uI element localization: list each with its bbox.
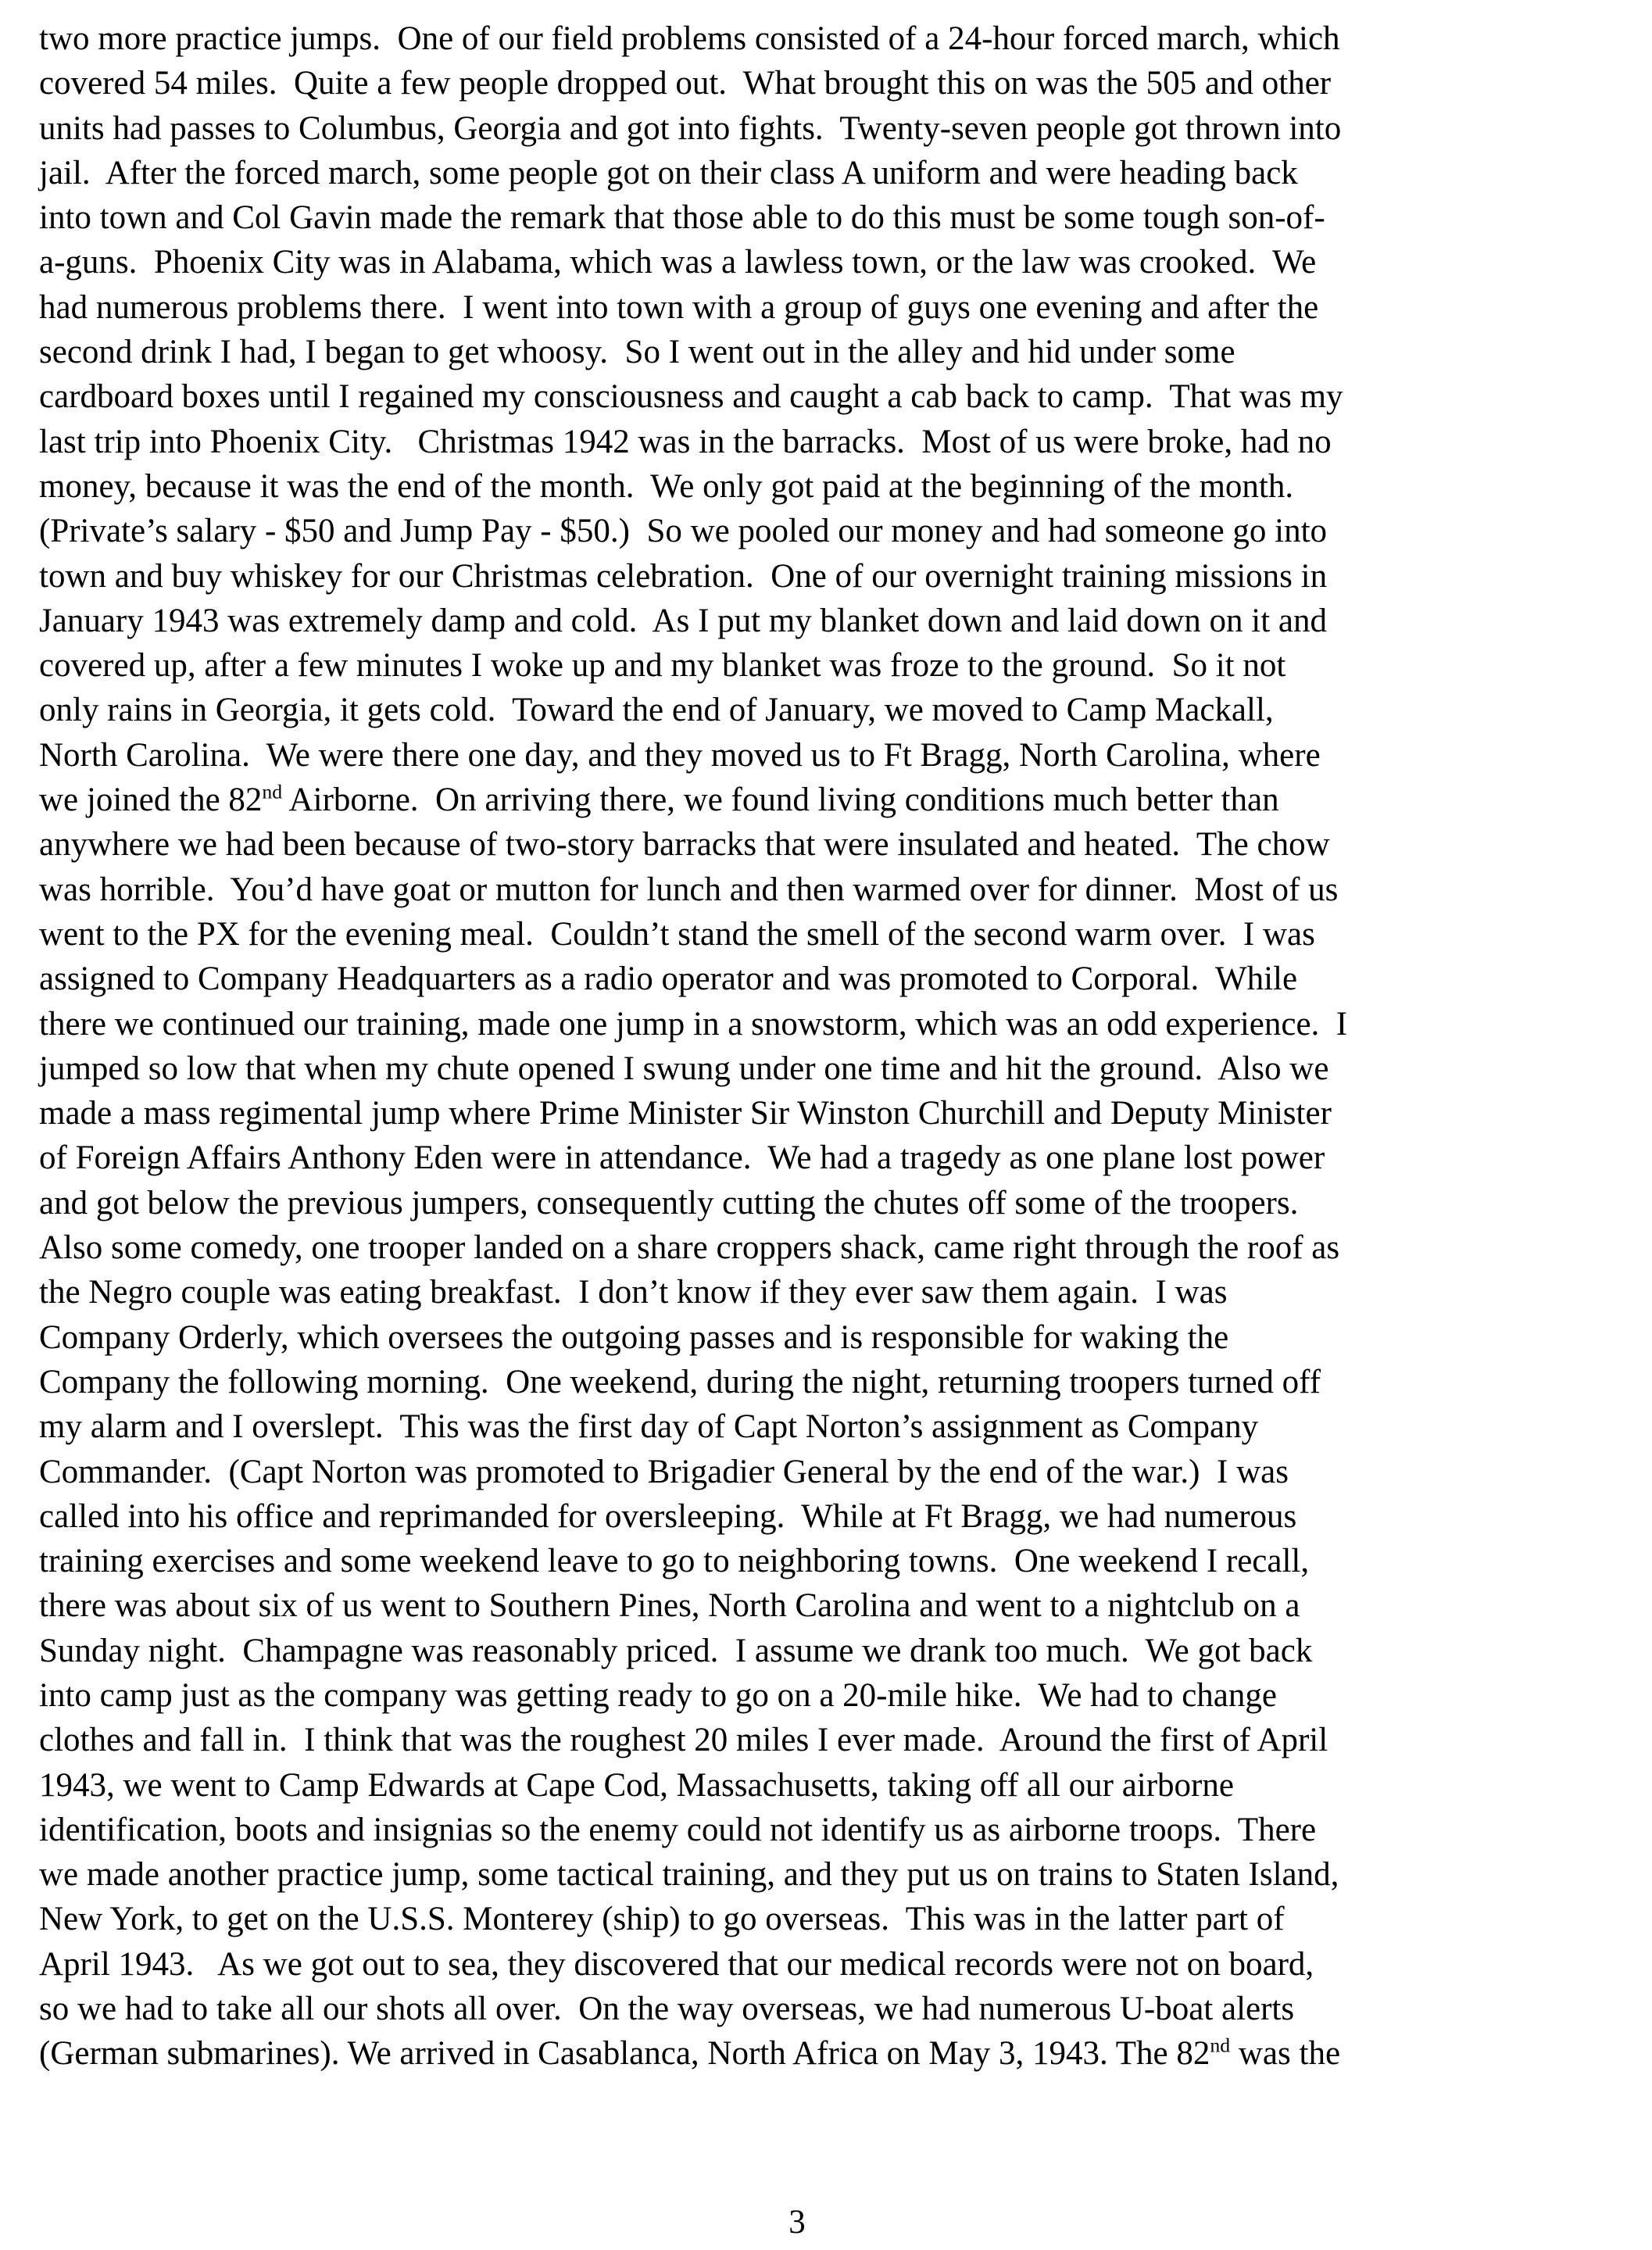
text-line: and got below the previous jumpers, consequently cutting the chutes off some of the troopers.	[39, 1184, 1299, 1222]
text-line: cardboard boxes until I regained my consciousness and caught a cab back to camp. That was my	[39, 378, 1343, 416]
text-line: clothes and fall in. I think that was the roughest 20 miles I ever made. Around the first of April	[39, 1722, 1328, 1759]
text-line: training exercises and some weekend leave to go to neighboring towns. One weekend I recall,	[39, 1543, 1310, 1580]
text-line: there we continued our training, made one jump in a snowstorm, which was an odd experience. I	[39, 1005, 1348, 1043]
text-line: so we had to take all our shots all over. On the way overseas, we had numerous U-boat alerts	[39, 1991, 1295, 2028]
superscript-ordinal: nd	[262, 780, 283, 803]
text-line: Company the following morning. One weekend, during the night, returning troopers turned off	[39, 1363, 1321, 1400]
text-line: into camp just as the company was getting ready to go on a 20-mile hike. We had to change	[39, 1676, 1277, 1714]
text-line: the Negro couple was eating breakfast. I don’t know if they ever saw them again. I was	[39, 1274, 1228, 1311]
text-line: January 1943 was extremely damp and cold. As I put my blanket down and laid down on it and	[39, 602, 1328, 639]
text-line: jail. After the forced march, some people got on their class A uniform and were heading back	[39, 154, 1298, 191]
text-line: into town and Col Gavin made the remark that those able to do this must be some tough son-of-	[39, 199, 1325, 237]
text-line: units had passes to Columbus, Georgia and got into fights. Twenty-seven people got thrown into	[39, 109, 1342, 147]
text-line: last trip into Phoenix City. Christmas 1942 was in the barracks. Most of us were broke, had no	[39, 423, 1332, 460]
text-line: we joined the 82nd Airborne. On arriving there, we found living conditions much better than	[39, 780, 1279, 819]
text-line: two more practice jumps. One of our field problems consisted of a 24-hour forced march, which	[39, 20, 1340, 57]
text-line: town and buy whiskey for our Christmas celebration. One of our overnight training missions in	[39, 557, 1328, 595]
superscript-ordinal: nd	[1210, 2034, 1231, 2058]
text-line: called into his office and reprimanded for oversleeping. While at Ft Bragg, we had numerous	[39, 1497, 1297, 1535]
text-line: only rains in Georgia, it gets cold. Toward the end of January, we moved to Camp Mackall,	[39, 692, 1274, 729]
text-line: made a mass regimental jump where Prime Minister Sir Winston Churchill and Deputy Minister	[39, 1095, 1332, 1132]
text-line: went to the PX for the evening meal. Couldn’t stand the smell of the second warm over. I was	[39, 915, 1315, 953]
text-line: had numerous problems there. I went into town with a group of guys one evening and after the	[39, 288, 1319, 326]
text-line: Company Orderly, which oversees the outgoing passes and is responsible for waking the	[39, 1318, 1229, 1356]
text-line: anywhere we had been because of two-story barracks that were insulated and heated. The chow	[39, 826, 1330, 864]
text-line: my alarm and I overslept. This was the first day of Capt Norton’s assignment as Company	[39, 1408, 1259, 1446]
text-line: assigned to Company Headquarters as a radio operator and was promoted to Corporal. While	[39, 960, 1298, 998]
page-number: 3	[788, 2204, 806, 2241]
text-line: North Carolina. We were there one day, and they moved us to Ft Bragg, North Carolina, where	[39, 736, 1321, 774]
text-line: second drink I had, I began to get whoosy. So I went out in the alley and hid under some	[39, 334, 1235, 371]
text-line: money, because it was the end of the month. We only got paid at the beginning of the month.	[39, 467, 1294, 505]
text-line: covered 54 miles. Quite a few people dropped out. What brought this on was the 505 and other	[39, 65, 1332, 102]
text-line: Commander. (Capt Norton was promoted to Brigadier General by the end of the war.) I was	[39, 1453, 1289, 1490]
text-line: we made another practice jump, some tactical training, and they put us on trains to Staten Island,	[39, 1856, 1339, 1894]
text-line: (Private’s salary - $50 and Jump Pay - $50.) So we pooled our money and had someone go into	[39, 513, 1328, 550]
text-line: New York, to get on the U.S.S. Monterey (ship) to go overseas. This was in the latter part of	[39, 1901, 1285, 1938]
text-line: identification, boots and insignias so the enemy could not identify us as airborne troops. There	[39, 1811, 1317, 1848]
text-line: April 1943. As we got out to sea, they discovered that our medical records were not on board,	[39, 1945, 1314, 1983]
text-line: 1943, we went to Camp Edwards at Cape Cod, Massachusetts, taking off all our airborne	[39, 1766, 1234, 1804]
text-line: Also some comedy, one trooper landed on a share croppers shack, came right through the roof as	[39, 1229, 1340, 1267]
text-line: there was about six of us went to Southern Pines, North Carolina and went to a nightclub on a	[39, 1587, 1300, 1625]
text-line: jumped so low that when my chute opened I swung under one time and hit the ground. Also we	[39, 1050, 1329, 1087]
text-line: of Foreign Affairs Anthony Eden were in attendance. We had a tragedy as one plane lost power	[39, 1139, 1325, 1177]
page-text	[39, 16, 1641, 2077]
text-line: Sunday night. Champagne was reasonably priced. I assume we drank too much. We got back	[39, 1632, 1313, 1669]
text-line: was horrible. You’d have goat or mutton for lunch and then warmed over for dinner. Most of us	[39, 871, 1339, 908]
text-line: (German submarines). We arrived in Casablanca, North Africa on May 3, 1943. The 82nd was the	[39, 2034, 1341, 2073]
text-line: a-guns. Phoenix City was in Alabama, which was a lawless town, or the law was crooked. We	[39, 244, 1317, 281]
text-line: covered up, after a few minutes I woke up and my blanket was froze to the ground. So it not	[39, 647, 1286, 685]
